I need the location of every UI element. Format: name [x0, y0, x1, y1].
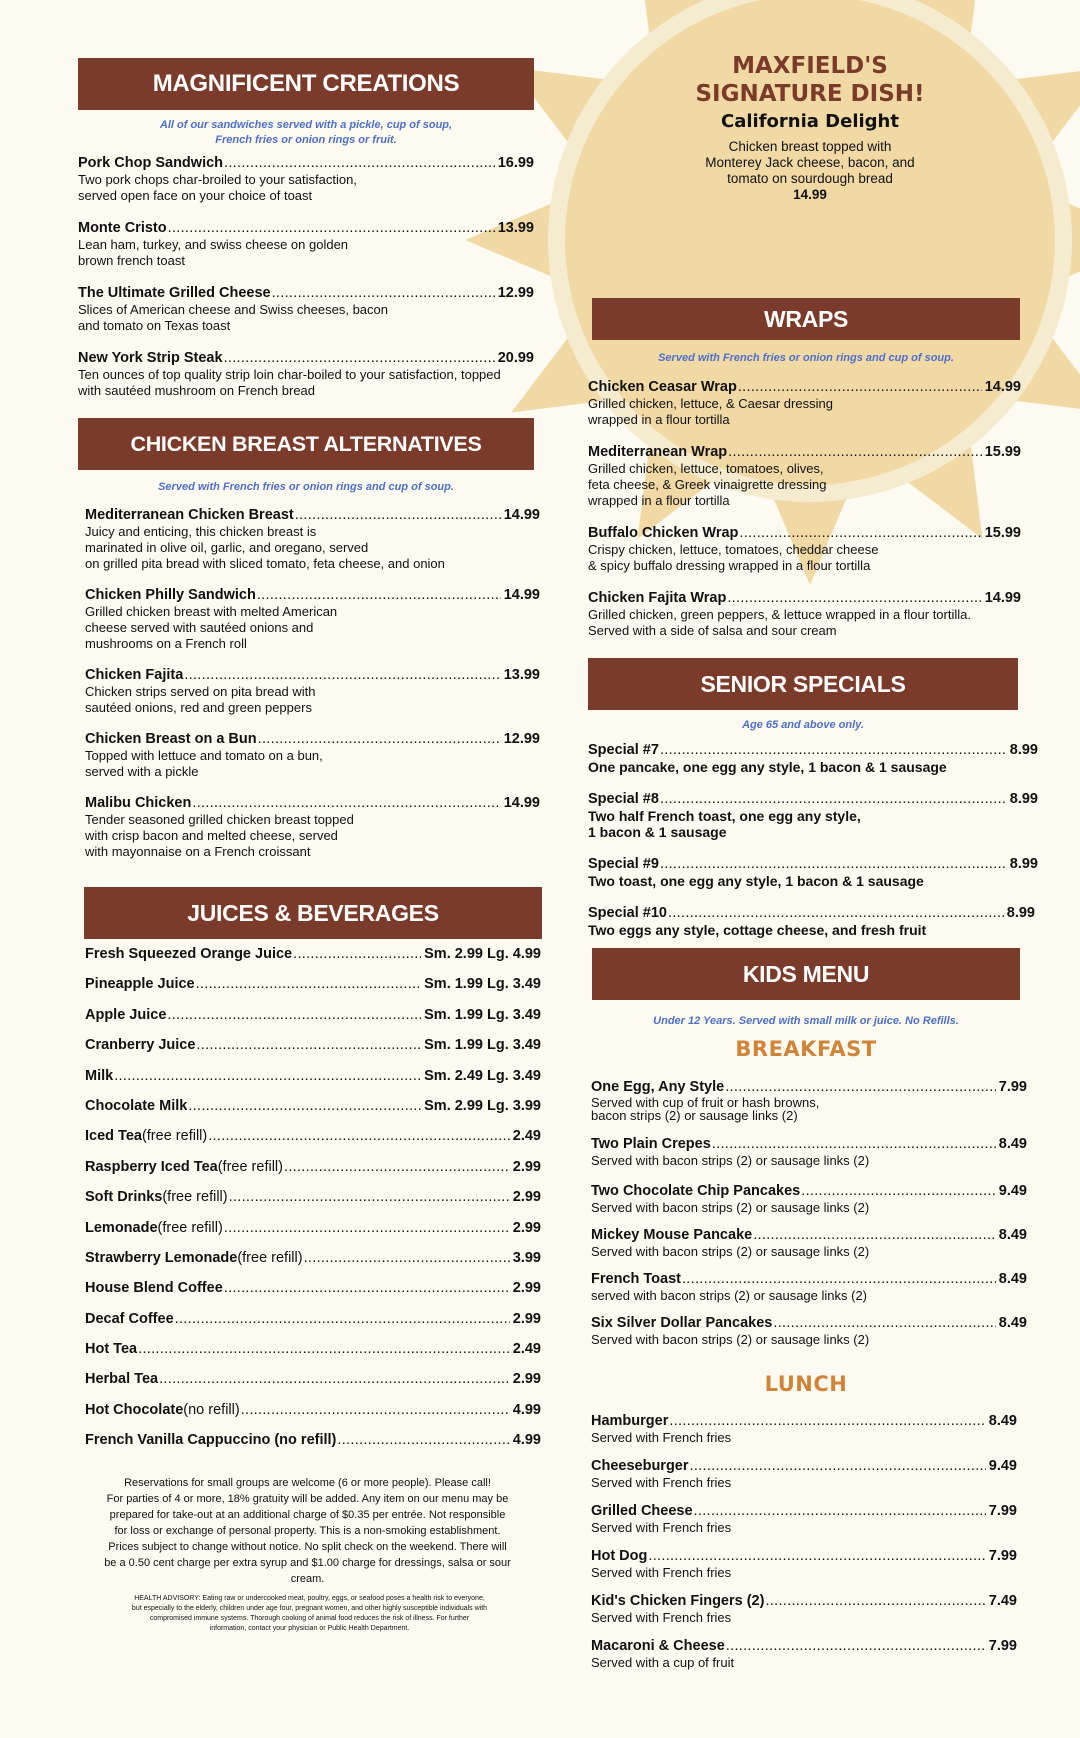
item-name: Two Chocolate Chip Pancakes	[591, 1183, 801, 1199]
kids-lunch-heading: LUNCH	[764, 1372, 848, 1396]
item-price: 9.49	[998, 1183, 1027, 1199]
item-price: 20.99	[497, 350, 534, 366]
beverage-item: French Vanilla Cappuccino (no refill) ..... 4.99	[85, 1432, 541, 1449]
item-desc: Two toast, one egg any style, 1 bacon & 1 sausage	[588, 873, 924, 889]
signature-dish-price: 14.99	[793, 187, 827, 202]
item-price: 15.99	[984, 525, 1021, 541]
signature-title: MAXFIELD'S SIGNATURE DISH!	[695, 53, 925, 107]
item-name: Special #9	[588, 856, 659, 872]
menu-item	[591, 1548, 1017, 1581]
menu-item	[588, 444, 1021, 509]
item-price: 8.49	[998, 1136, 1027, 1152]
menu-item	[591, 1183, 1027, 1216]
item-name: French Toast	[591, 1271, 681, 1287]
item-name: Mediterranean Wrap	[588, 444, 728, 460]
item-name: Kid's Chicken Fingers (2)	[591, 1593, 765, 1609]
item-price: 7.99	[988, 1638, 1017, 1654]
kids-breakfast-heading: BREAKFAST	[735, 1037, 877, 1061]
menu-item	[78, 350, 534, 399]
item-desc: Tender seasoned grilled chicken breast topped with crisp bacon and melted cheese, served with mayonnaise on a French croissant	[85, 812, 354, 859]
item-price: 12.99	[503, 731, 540, 747]
section-note: Age 65 and above only.	[742, 719, 864, 731]
beverage-item: Strawberry Lemonade (free refill) ..... 3.99	[85, 1250, 541, 1267]
item-price: 7.99	[988, 1548, 1017, 1564]
menu-item	[588, 590, 1021, 639]
beverage-item: Hot Tea ..... 2.49	[85, 1341, 541, 1358]
item-desc: Crispy chicken, lettuce, tomatoes, cheddar cheese & spicy buffalo dressing wrapped in a flour tortilla	[588, 542, 879, 573]
menu-item	[591, 1503, 1017, 1536]
item-price: 8.99	[1009, 856, 1038, 872]
item-desc: Lean ham, turkey, and swiss cheese on golden brown french toast	[78, 237, 349, 268]
item-desc: Served with French fries	[591, 1520, 732, 1535]
item-name: Two Plain Crepes	[591, 1136, 711, 1152]
section-note: Served with French fries or onion rings and cup of soup.	[658, 352, 954, 364]
item-desc: Grilled chicken, lettuce, & Caesar dressing wrapped in a flour tortilla	[588, 396, 833, 427]
item-name: Six Silver Dollar Pancakes	[591, 1315, 773, 1331]
item-price: 14.99	[984, 379, 1021, 395]
item-desc: Two half French toast, one egg any style, 1 bacon & 1 sausage	[588, 808, 861, 840]
item-price: 8.49	[988, 1413, 1017, 1429]
item-desc: Ten ounces of top quality strip loin char-boiled to your satisfaction, topped with sautéed mushroom on French bread	[78, 367, 501, 398]
menu-item	[588, 856, 1038, 889]
beverage-item: Cranberry Juice ..... Sm. 1.99 Lg. 3.49	[85, 1037, 541, 1054]
item-desc: Served with French fries	[591, 1475, 732, 1490]
item-price: 13.99	[503, 667, 540, 683]
item-desc: Served with bacon strips (2) or sausage links (2)	[591, 1200, 870, 1215]
menu-item	[591, 1271, 1027, 1304]
menu-item	[588, 742, 1038, 775]
beverage-item: Apple Juice ..... Sm. 1.99 Lg. 3.49	[85, 1007, 541, 1024]
item-desc: Served with French fries	[591, 1565, 732, 1580]
beverage-item: Pineapple Juice ..... Sm. 1.99 Lg. 3.49	[85, 976, 541, 993]
beverages-list	[85, 946, 541, 1463]
menu-item	[588, 379, 1021, 428]
section-note: Under 12 Years. Served with small milk or juice. No Refills.	[653, 1015, 959, 1027]
item-desc: Served with cup of fruit or hash browns, bacon strips (2) or sausage links (2)	[591, 1095, 820, 1123]
item-name: Hot Dog	[591, 1548, 648, 1564]
section-magnificent-creations	[78, 58, 534, 148]
beverage-item: Raspberry Iced Tea (free refill) ..... 2.99	[85, 1159, 541, 1176]
item-desc: Slices of American cheese and Swiss cheeses, bacon and tomato on Texas toast	[78, 302, 389, 333]
section-senior-specials	[588, 658, 1018, 733]
item-name: Mickey Mouse Pancake	[591, 1227, 753, 1243]
menu-item	[78, 285, 534, 334]
item-price: 8.99	[1009, 791, 1038, 807]
menu-item	[591, 1458, 1017, 1491]
menu-item	[588, 525, 1021, 574]
menu-item	[588, 905, 1038, 938]
section-wraps	[592, 298, 1020, 366]
item-name: Hamburger	[591, 1413, 669, 1429]
menu-item	[591, 1638, 1017, 1671]
item-desc: Served with French fries	[591, 1610, 732, 1625]
beverage-item: Decaf Coffee ..... 2.99	[85, 1311, 541, 1328]
senior-list	[588, 742, 1038, 955]
section-chicken-breast	[78, 418, 534, 495]
item-price: 15.99	[984, 444, 1021, 460]
item-name: Special #10	[588, 905, 667, 921]
item-name: Monte Cristo	[78, 220, 167, 236]
item-price: 8.49	[998, 1227, 1027, 1243]
item-price: 8.49	[998, 1271, 1027, 1287]
item-price: 7.99	[998, 1079, 1027, 1095]
item-price: 14.99	[984, 590, 1021, 606]
beverage-item: House Blend Coffee ..... 2.99	[85, 1280, 541, 1297]
item-desc: Grilled chicken, green peppers, & lettuce wrapped in a flour tortilla. Served with a side of salsa and sour cream	[588, 607, 971, 638]
section-banner: WRAPS	[592, 298, 1020, 340]
beverage-item: Fresh Squeezed Orange Juice ..... Sm. 2.99 Lg. 4.99	[85, 946, 541, 963]
item-desc: One pancake, one egg any style, 1 bacon & 1 sausage	[588, 759, 947, 775]
menu-item	[591, 1227, 1027, 1260]
item-price: 9.49	[988, 1458, 1017, 1474]
item-price: 14.99	[503, 507, 540, 523]
magnificent-list	[78, 155, 534, 416]
beverage-item: Iced Tea (free refill) ..... 2.49	[85, 1128, 541, 1145]
item-name: Malibu Chicken	[85, 795, 192, 811]
item-name: Chicken Philly Sandwich	[85, 587, 256, 603]
item-name: Chicken Fajita Wrap	[588, 590, 727, 606]
menu-item	[591, 1593, 1017, 1626]
item-name: Buffalo Chicken Wrap	[588, 525, 739, 541]
signature-dish-name: California Delight	[721, 111, 899, 132]
section-kids-menu	[592, 948, 1020, 1061]
item-price: 8.49	[998, 1315, 1027, 1331]
kids-breakfast-list	[591, 1079, 1027, 1365]
item-name: Chicken Ceasar Wrap	[588, 379, 737, 395]
health-advisory: HEALTH ADVISORY: Eating raw or undercooked meat, poultry, eggs, or seafood poses a health risk to everyone, but especially to the elderly, children under age four, pregnant women, and other highly susceptible individuals with compromised immune systems. Thorough cooking of animal food reduces the risk of illness. For further information, contact your physician or Public Health Department.	[131, 1595, 488, 1632]
item-desc: Juicy and enticing, this chicken breast is marinated in olive oil, garlic, and oregano, served on grilled pita bread with sliced tomato, feta cheese, and onion	[85, 524, 445, 571]
item-price: 13.99	[497, 220, 534, 236]
item-price: 7.99	[988, 1503, 1017, 1519]
item-desc: Grilled chicken breast with melted American cheese served with sautéed onions and mushrooms on a French roll	[85, 604, 338, 651]
menu-item	[85, 667, 540, 716]
item-price: 14.99	[503, 795, 540, 811]
item-desc: Served with a cup of fruit	[591, 1655, 735, 1670]
section-note: Served with French fries or onion rings and cup of soup.	[158, 481, 454, 493]
item-name: Grilled Cheese	[591, 1503, 693, 1519]
item-name: Chicken Breast on a Bun	[85, 731, 257, 747]
item-price: 12.99	[497, 285, 534, 301]
item-desc: Topped with lettuce and tomato on a bun, served with a pickle	[85, 748, 323, 779]
menu-item	[85, 795, 540, 860]
item-price: 8.99	[1006, 905, 1035, 921]
item-price: 7.49	[988, 1593, 1017, 1609]
beverage-item: Hot Chocolate (no refill) ..... 4.99	[85, 1402, 541, 1419]
kids-lunch-list	[591, 1413, 1017, 1688]
section-banner: MAGNIFICENT CREATIONS	[78, 58, 534, 110]
menu-item	[78, 155, 534, 204]
item-desc: Served with bacon strips (2) or sausage links (2)	[591, 1244, 870, 1259]
menu-item	[85, 731, 540, 780]
item-name: Chicken Fajita	[85, 667, 184, 683]
menu-item	[591, 1413, 1017, 1446]
item-price: 14.99	[503, 587, 540, 603]
section-note: All of our sandwiches served with a pickle, cup of soup, French fries or onion rings or fruit.	[159, 119, 453, 146]
section-banner: CHICKEN BREAST ALTERNATIVES	[78, 418, 534, 470]
item-name: Pork Chop Sandwich	[78, 155, 224, 171]
item-desc: Two eggs any style, cottage cheese, and fresh fruit	[588, 922, 927, 938]
item-name: The Ultimate Grilled Cheese	[78, 285, 271, 301]
item-price: 8.99	[1009, 742, 1038, 758]
item-desc: served with bacon strips (2) or sausage links (2)	[591, 1288, 868, 1303]
item-name: New York Strip Steak	[78, 350, 223, 366]
beverage-item: Herbal Tea ..... 2.99	[85, 1371, 541, 1388]
wraps-list	[588, 379, 1021, 656]
menu-item	[588, 791, 1038, 840]
item-name: Special #7	[588, 742, 659, 758]
item-name: Cheeseburger	[591, 1458, 689, 1474]
section-banner: JUICES & BEVERAGES	[84, 887, 542, 939]
menu-item	[78, 220, 534, 269]
section-banner: SENIOR SPECIALS	[588, 658, 1018, 710]
item-price: 16.99	[497, 155, 534, 171]
item-name: Special #8	[588, 791, 659, 807]
item-name: One Egg, Any Style	[591, 1079, 725, 1095]
beverage-item: Lemonade (free refill) ..... 2.99	[85, 1220, 541, 1237]
menu-item	[85, 587, 540, 652]
item-desc: Served with bacon strips (2) or sausage links (2)	[591, 1332, 870, 1347]
menu-item	[591, 1315, 1027, 1348]
beverage-item: Milk ..... Sm. 2.49 Lg. 3.49	[85, 1068, 541, 1085]
section-beverages	[84, 887, 542, 939]
item-desc: Served with French fries	[591, 1430, 732, 1445]
item-desc: Chicken strips served on pita bread with sautéed onions, red and green peppers	[85, 684, 316, 715]
beverage-item: Chocolate Milk ..... Sm. 2.99 Lg. 3.99	[85, 1098, 541, 1115]
menu-item	[85, 507, 540, 572]
menu-item	[591, 1136, 1027, 1169]
section-banner: KIDS MENU	[592, 948, 1020, 1000]
beverage-item: Soft Drinks (free refill) ..... 2.99	[85, 1189, 541, 1206]
chicken-list	[85, 507, 540, 877]
item-desc: Two pork chops char-broiled to your satisfaction, served open face on your choice of toast	[78, 172, 357, 203]
item-name: Macaroni & Cheese	[591, 1638, 725, 1654]
item-desc: Grilled chicken, lettuce, tomatoes, olives, feta cheese, & Greek vinaigrette dressing wrapped in a flour tortilla	[588, 461, 827, 508]
item-desc: Served with bacon strips (2) or sausage links (2)	[591, 1153, 870, 1168]
signature-dish-desc: Chicken breast topped with Monterey Jack cheese, bacon, and tomato on sourdough bread	[705, 139, 915, 186]
policy-footer: Reservations for small groups are welcome (6 or more people). Please call! For parties of 4 or more, 18% gratuity will be added. Any item on our menu may be prepared for take-out at an additional charge of $0.35 per entrée. Not responsible for loss or exchange of personal property. This is a non-smoking establishment. Prices subject to change without notice. No split check on the weekend. There will be a 0.50 cent charge per extra syrup and $1.00 charge for dressings, salsa or sour cream.	[104, 1477, 511, 1585]
menu-item	[591, 1079, 1027, 1122]
item-name: Mediterranean Chicken Breast	[85, 507, 294, 523]
